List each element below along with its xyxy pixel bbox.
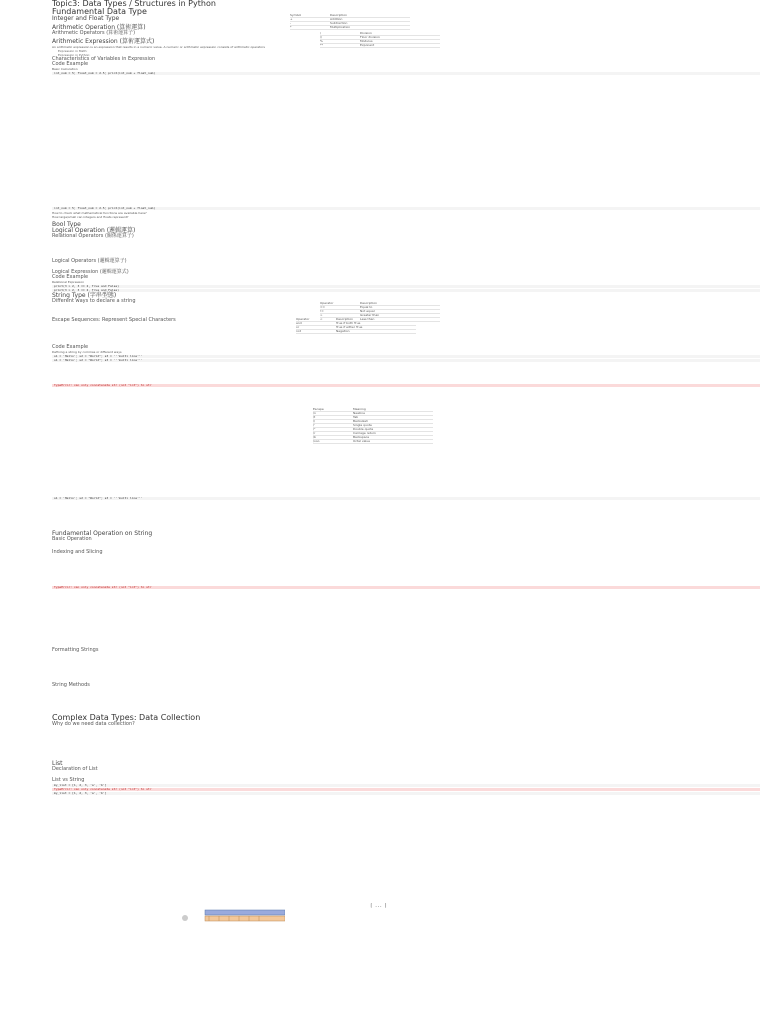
table-cell: Division — [360, 32, 372, 35]
code-cell[interactable]: s1 = 'Hello'; s2 = "World"; s3 = '''multi line''' — [52, 497, 760, 500]
table-cell: Subtraction — [330, 22, 348, 25]
table-cell: \ooo — [313, 440, 320, 443]
section-heading: Integer and Float Type — [52, 15, 120, 22]
section-heading: Bool Type — [52, 221, 81, 228]
code-output-block — [52, 76, 760, 206]
data-collection-diagram — [175, 908, 285, 928]
subsection-heading: String Methods — [52, 682, 90, 688]
table-cell: \\ — [313, 420, 316, 423]
code-cell[interactable]: print(3 > 2, 3 == 2, True and False) — [52, 289, 760, 292]
table-cell: not — [296, 330, 301, 333]
table-cell: Backslash — [353, 420, 368, 423]
subsection-heading: Formatting Strings — [52, 647, 99, 653]
document-page — [52, 0, 760, 1024]
table-cell: Exponent — [360, 44, 375, 47]
section-heading: Fundamental Operation on String — [52, 530, 153, 537]
table-header: Meaning — [353, 408, 366, 411]
table-cell: Double quote — [353, 428, 374, 431]
section-heading: Logical Operation (邏輯運算) — [52, 227, 136, 234]
table-header: Description — [336, 318, 354, 321]
bullet: Expression in Math: — [58, 49, 88, 53]
document-title: Topic3: Data Types / Structures in Python — [52, 0, 216, 8]
logical-ops-table — [296, 318, 416, 334]
table-cell: Multiplication — [330, 26, 351, 29]
table-cell: + — [290, 18, 293, 21]
subsection-heading: Logical Operators (邏輯運算子) — [52, 258, 127, 264]
subsection-heading: Why do we need data collection? — [52, 721, 135, 727]
table-cell: \b — [313, 436, 316, 439]
section-heading: Arithmetic Expression (算術運算式) — [52, 38, 155, 45]
table-cell: == — [320, 306, 326, 309]
paragraph: Relational Expression — [52, 280, 85, 284]
table-header: Symbol — [290, 14, 302, 17]
subsection-heading: Characteristics of Variables in Expression — [52, 56, 156, 62]
table-cell: \" — [313, 428, 316, 431]
bullet: Expression in Python: — [58, 53, 91, 57]
section-heading: List — [52, 760, 63, 767]
table-cell: Floor division — [360, 36, 380, 39]
section-heading: Complex Data Types: Data Collection — [52, 713, 201, 722]
table-cell: != — [320, 310, 324, 313]
code-cell[interactable]: int_num = 5; float_num = 2.5; print(int_num + float_num) — [52, 207, 760, 210]
table-cell: Addition — [330, 18, 343, 21]
table-cell: < — [320, 318, 323, 321]
table-cell: Equal to — [360, 306, 373, 309]
table-header: Description — [360, 302, 378, 305]
subsection-heading: Arithmetic Operators (算術運算子) — [52, 30, 136, 36]
table-cell: / — [320, 32, 322, 35]
code-cell[interactable]: s1 = 'Hello'; s2 = "World"; s3 = '''multi line''' — [52, 359, 760, 362]
table-header: Operator — [320, 302, 334, 305]
table-header: Description — [330, 14, 348, 17]
subsection-heading: Code Example — [52, 344, 89, 350]
code-cell[interactable]: my_list = [1, 2, 3, 'a', 'b'] — [52, 784, 760, 787]
escape-seq-table — [313, 408, 433, 444]
table-cell: Octal value — [353, 440, 371, 443]
table-cell: or — [296, 326, 300, 329]
table-cell: Single quote — [353, 424, 372, 427]
subsection-heading: Logical Expression (邏輯運算式) — [52, 269, 129, 275]
table-cell: \' — [313, 424, 315, 427]
section-heading: String Type (字串型態) — [52, 292, 117, 299]
table-cell: * — [290, 26, 292, 29]
table-cell: Negation — [336, 330, 350, 333]
table-cell: \r — [313, 432, 316, 435]
table-cell: \n — [313, 412, 316, 415]
table-cell: // — [320, 36, 323, 39]
subsection-heading: Escape Sequences: Represent Special Characters — [52, 317, 176, 323]
arith-ops-table-2 — [320, 32, 440, 48]
table-cell: > — [320, 314, 323, 317]
subsection-heading: Basic Operation — [52, 536, 92, 542]
table-cell: Newline — [353, 412, 365, 415]
paragraph: Defining a string by commas or different ways — [52, 350, 122, 354]
subsection-heading: Declaration of List — [52, 766, 98, 772]
table-cell: % — [320, 40, 323, 43]
section-heading: Arithmetic Operation (算術運算) — [52, 24, 146, 31]
code-cell[interactable]: s1 = 'Hello'; s2 = "World"; s3 = '''multi line''' — [52, 355, 760, 358]
code-cell[interactable]: int_num = 5; float_num = 2.5; print(int_num + float_num) — [52, 72, 760, 75]
table-cell: Not equal — [360, 310, 375, 313]
error-output: TypeError: can only concatenate str (not "int") to str — [52, 384, 760, 387]
table-cell: Carriage return — [353, 432, 376, 435]
error-output: TypeError: can only concatenate str (not "int") to str — [52, 788, 760, 791]
table-cell: Backspace — [353, 436, 370, 439]
subsection-heading: Code Example — [52, 274, 89, 280]
paragraph: An arithmetic expression is an expression that results in a numeric value. A numeric or arithmetic expression consists of arithmetic operators — [52, 45, 265, 49]
paragraph: How to check what mathematical functions are available here? — [52, 211, 147, 215]
subsection-heading: Relational Operators (關係運算子) — [52, 233, 134, 239]
arith-ops-table — [290, 14, 410, 30]
table-cell: \t — [313, 416, 316, 419]
table-cell: Greater than — [360, 314, 380, 317]
paragraph: Basic Calculation — [52, 67, 78, 71]
paragraph: How large/small can integers and floats represent? — [52, 215, 129, 219]
table-cell: ** — [320, 44, 323, 47]
code-cell[interactable]: my_list = [1, 2, 3, 'a', 'b'] — [52, 792, 760, 795]
subsection-heading: Different ways to declare a string — [52, 298, 136, 304]
table-cell: True if either True — [336, 326, 363, 329]
table-cell: - — [290, 22, 292, 25]
error-output: TypeError: can only concatenate str (not "int") to str — [52, 586, 760, 589]
table-header: Escape — [313, 408, 324, 411]
table-cell: and — [296, 322, 302, 325]
subsection-heading: Indexing and Slicing — [52, 549, 103, 555]
code-cell[interactable]: print(3 > 2, 3 == 2, True and False) — [52, 285, 760, 288]
subsection-heading: Code Example — [52, 61, 89, 67]
table-cell: Less than — [360, 318, 375, 321]
table-cell: True if both True — [336, 322, 361, 325]
sequence-brackets: [ ... ] — [370, 903, 387, 908]
table-header: Operator — [296, 318, 310, 321]
document-subtitle: Fundamental Data Type — [52, 7, 147, 16]
table-cell: Tab — [353, 416, 359, 419]
subsection-heading: List vs String — [52, 777, 85, 783]
table-cell: Modulus — [360, 40, 373, 43]
